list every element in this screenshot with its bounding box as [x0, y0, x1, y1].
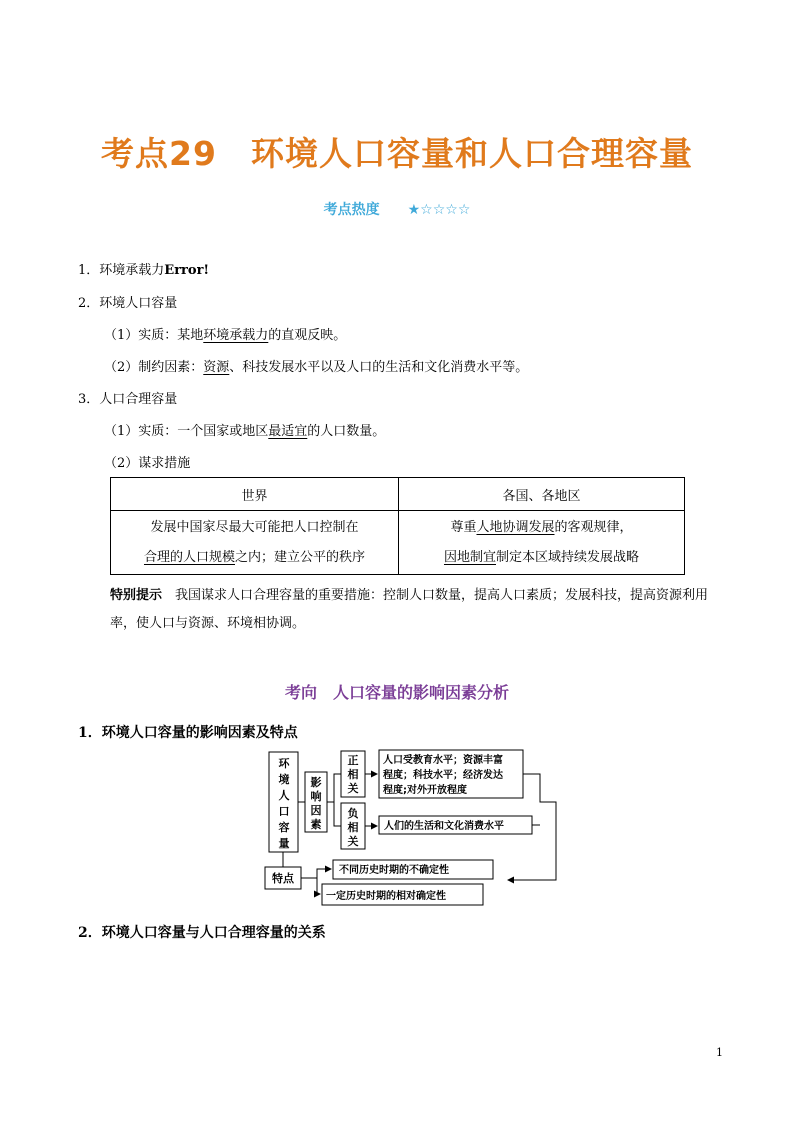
feature-text: 特点 — [272, 872, 294, 885]
text: 的人口数量。 — [307, 424, 386, 439]
feature-1-text: 不同历史时期的不确定性 — [339, 865, 449, 876]
text: （1）实质：一个国家或地区 — [104, 424, 269, 439]
neg-char: 负 — [347, 807, 359, 820]
factors-char: 响 — [310, 790, 322, 803]
neg-detail-text: 人们的生活和文化消费水平 — [384, 821, 504, 832]
item-number: 2． — [78, 296, 100, 311]
key-term: 环境承载力 — [203, 328, 269, 343]
cell-line — [399, 543, 684, 573]
item-3-1 — [104, 423, 385, 441]
section-title: 考向 人口容量的影响因素分析 — [284, 683, 509, 702]
item-text: 人口合理容量 — [99, 392, 178, 407]
cell-line: 发展中国家尽最大可能把人口控制在 — [150, 519, 359, 535]
text: 之内；建立公平的秩序 — [235, 549, 366, 565]
cell-line — [111, 543, 398, 573]
neg-char: 关 — [347, 835, 359, 848]
item-number: 3． — [78, 392, 100, 407]
feature-2-text: 一定历史时期的相对确定性 — [326, 891, 446, 902]
text: （2）谋求措施 — [104, 456, 191, 471]
root-char: 境 — [278, 773, 290, 786]
note-label: 特别提示 — [110, 588, 163, 603]
item-3 — [78, 391, 177, 409]
text: 的直观反映。 — [268, 328, 347, 343]
root-char: 口 — [278, 805, 290, 818]
heat-label: 考点热度 — [323, 202, 380, 218]
pos-detail-line: 程度；科技水平；经济发达 — [383, 770, 503, 781]
root-char: 量 — [278, 837, 290, 850]
table-cell-world — [111, 511, 399, 575]
root-char: 环 — [278, 757, 290, 770]
item-text: 环境承载力 — [99, 263, 165, 278]
item-3-2 — [104, 455, 190, 473]
factors-char: 影 — [310, 776, 322, 789]
neg-char: 相 — [347, 821, 359, 834]
text: 、科技发展水平以及人口的生活和文化消费水平等。 — [229, 360, 529, 375]
key-term: 因地制宜 — [443, 549, 496, 565]
text: （2）制约因素： — [104, 360, 204, 375]
pos-char: 关 — [347, 782, 359, 795]
text: 尊重 — [450, 519, 477, 535]
star-rating-icon: ★☆☆☆☆ — [407, 202, 471, 218]
item-1 — [78, 262, 209, 280]
root-char: 容 — [278, 821, 290, 834]
root-char: 人 — [278, 789, 290, 802]
special-note — [110, 582, 720, 638]
table-header-regions: 各国、各地区 — [399, 478, 685, 511]
table-header-world: 世界 — [111, 478, 399, 511]
heading-factors: 1．环境人口容量的影响因素及特点 — [78, 725, 298, 741]
pos-char: 正 — [347, 754, 359, 767]
page-number: 1 — [716, 1046, 723, 1059]
heat-rating — [0, 199, 794, 219]
error-text: Error! — [164, 263, 210, 278]
text: 制定本区域持续发展战略 — [496, 549, 640, 565]
item-number: 1． — [78, 263, 100, 278]
measures-table — [110, 477, 685, 575]
pos-detail-line: 程度;对外开放程度 — [383, 785, 467, 796]
key-term: 最适宜 — [268, 424, 308, 439]
page-title: 考点29 环境人口容量和人口合理容量 — [101, 134, 693, 173]
cell-line — [399, 513, 684, 543]
key-term: 人地协调发展 — [476, 519, 555, 535]
item-2 — [78, 295, 177, 313]
factors-char: 素 — [310, 818, 322, 831]
key-term: 合理的人口规模 — [143, 549, 235, 565]
text: （1）实质：某地 — [104, 328, 204, 343]
factors-diagram — [250, 745, 560, 910]
text: 的客观规律， — [554, 519, 633, 535]
heading-relationship: 2．环境人口容量与人口合理容量的关系 — [78, 925, 326, 941]
key-term: 资源 — [203, 360, 230, 375]
item-2-1 — [104, 327, 346, 345]
item-text: 环境人口容量 — [99, 296, 178, 311]
item-2-2 — [104, 359, 528, 377]
note-text: 我国谋求人口合理容量的重要措施：控制人口数量，提高人口素质；发展科技，提高资源利用率，使人口与资源、环境相协调。 — [110, 588, 709, 631]
pos-detail-line: 人口受教育水平；资源丰富 — [383, 755, 503, 766]
factors-char: 因 — [310, 804, 322, 817]
table-cell-regions — [399, 511, 685, 575]
pos-char: 相 — [347, 768, 359, 781]
